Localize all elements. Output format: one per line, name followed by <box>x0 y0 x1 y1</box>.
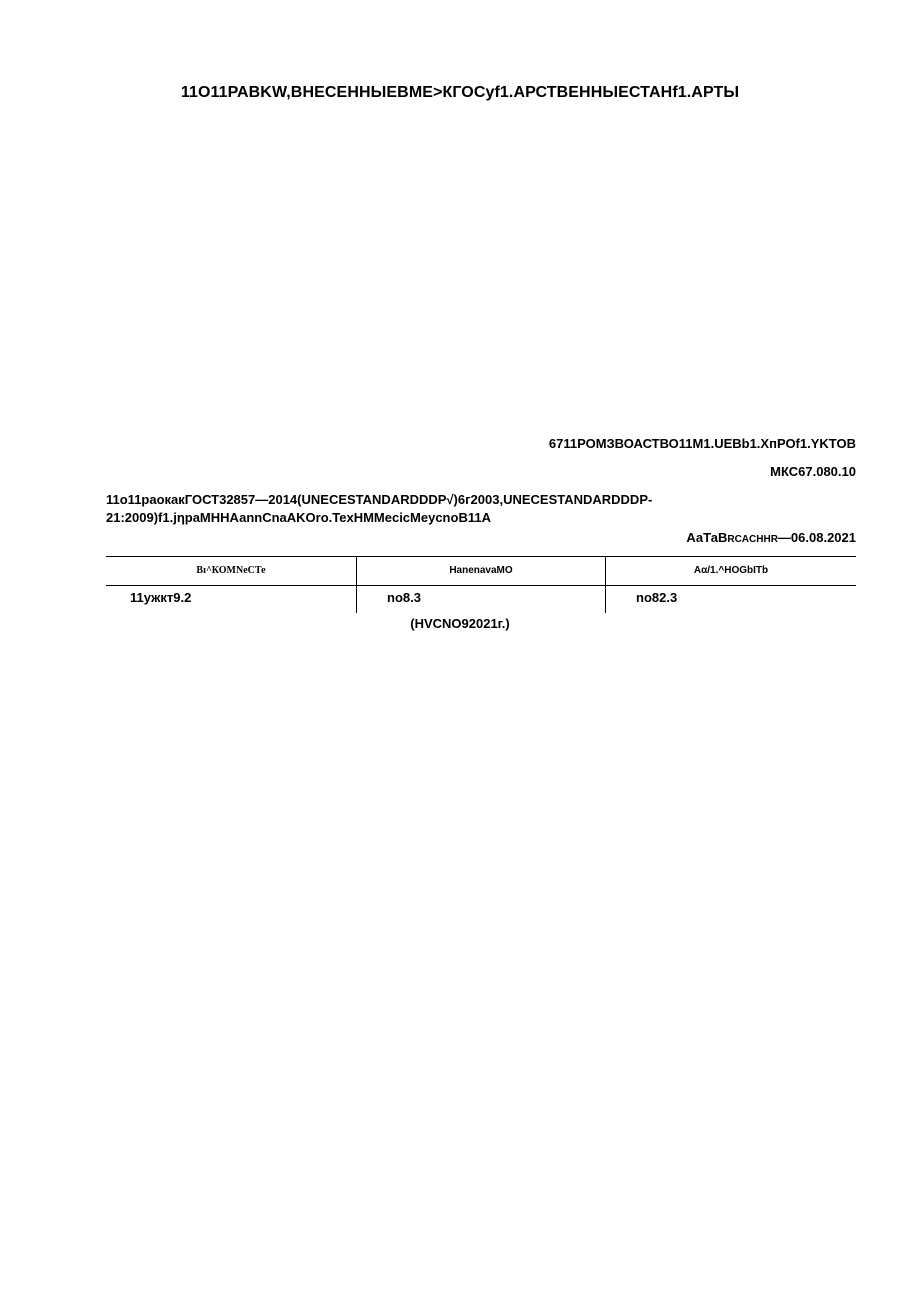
amendment-text-line-1: 11о11раокакГОСТ32857—2014(UNECESTANDARDDDP√)6г2003,UNECESTANDARDDDP- <box>106 492 653 507</box>
table-cell-printed: no8.3 <box>387 590 421 605</box>
table-header-printed: HanenavaMO <box>449 565 513 576</box>
table-cell-should-be: no82.3 <box>636 590 678 605</box>
mks-code: МКС67.080.10 <box>770 464 856 479</box>
table-header-location: Вɪ^КОМNеСТе <box>196 565 266 576</box>
table-cell-location: 11ужкт9.2 <box>130 590 192 605</box>
amendment-text <box>106 491 786 527</box>
amendment-text-line-2: 21:2009)f1.јηраМННАаnnCnaAKOro.TexHMMecicMeycnoB11A <box>106 510 491 525</box>
section-label: 6711РОМЗВОАСТВО11М1.UEВb1.ХпРОf1.YKTOB <box>548 436 856 451</box>
date-label: АаТаВ <box>686 530 728 545</box>
date-label-small: RCACHHR <box>727 534 778 545</box>
table-header-should-be: Аα/1.^HOGbITb <box>693 565 769 576</box>
document-heading: 11О11РАВKW,ВНЕСЕННЫЕВМЕ>КГОСуf1.АРСТВЕННЫЕСТАНf1.АРТЫ <box>180 84 740 101</box>
date-value: —06.08.2021 <box>777 530 856 545</box>
table-top-rule <box>106 556 856 557</box>
effective-date <box>686 530 856 545</box>
issue-reference: (HVCNO92021г.) <box>410 616 510 631</box>
table-header-rule <box>106 585 856 586</box>
